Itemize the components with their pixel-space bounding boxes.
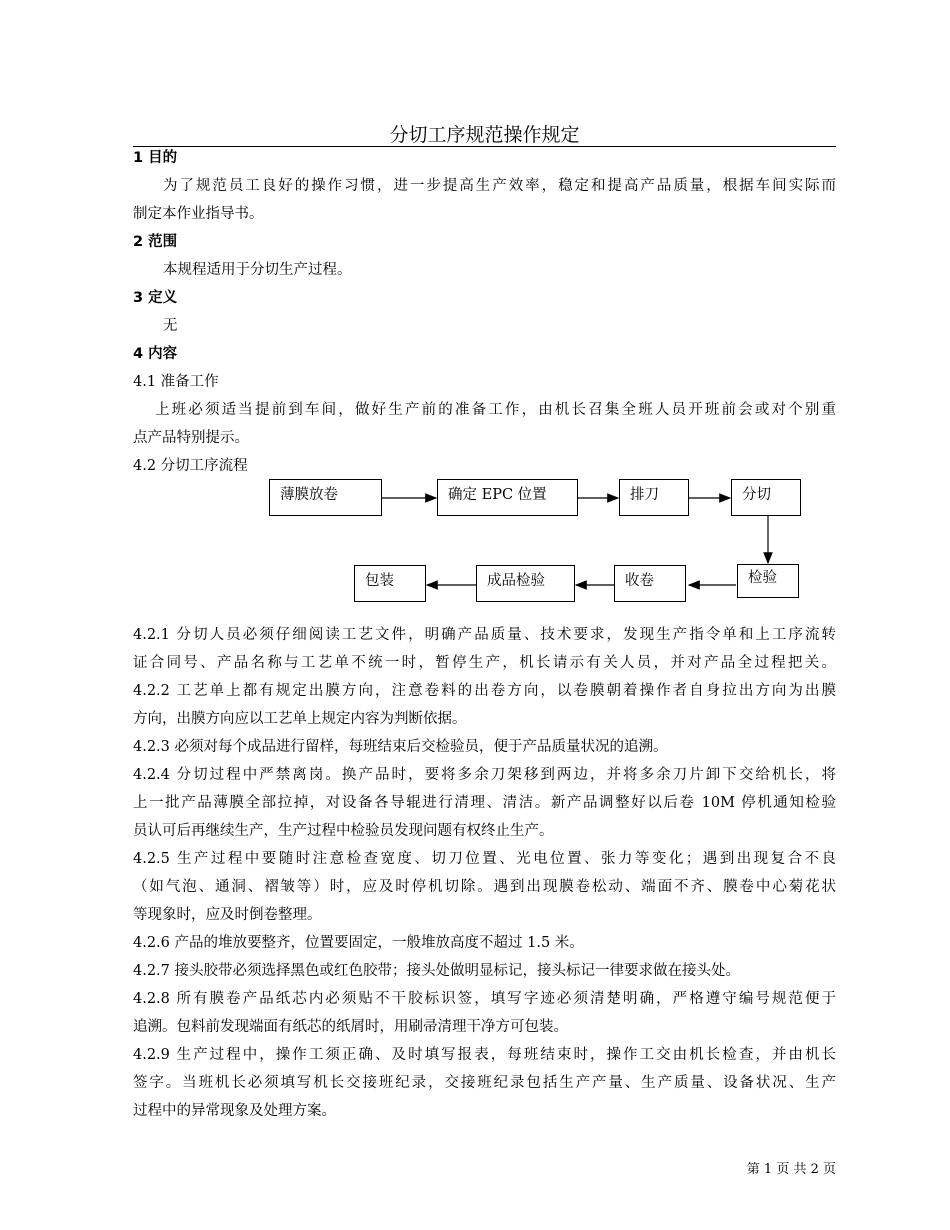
flow-step-packaging: 包装 [354, 565, 426, 602]
flow-step-final-inspection: 成品检验 [476, 565, 575, 602]
item-4-2-8-line-1: 4.2.8 所有膜卷产品纸芯内必须贴不干胶标识签，填写字迹必须清楚明确，严格遵守编号规范便于 [133, 991, 836, 1007]
item-4-2-5-line-3: 等现象时，应及时倒卷整理。 [133, 907, 322, 923]
item-4-2-9-line-1: 4.2.9 生产过程中，操作工须正确、及时填写报表，每班结束时，操作工交由机长检查，并由机长 [133, 1047, 836, 1063]
item-4-2-5-line-1: 4.2.5 生产过程中要随时注意检查宽度、切刀位置、光电位置、张力等变化；遇到出现复合不良 [133, 851, 836, 867]
item-4-2-5-line-2: （如气泡、通洞、褶皱等）时，应及时停机切除。遇到出现膜卷松动、端面不齐、膜卷中心菊花状 [133, 879, 836, 895]
item-4-2-4-line-3: 员认可后再继续生产，生产过程中检验员发现问题有权终止生产。 [133, 823, 554, 839]
section-4-heading: 4 内容 [133, 346, 178, 362]
section-3-heading: 3 定义 [133, 290, 178, 306]
section-4-2-heading: 4.2 分切工序流程 [133, 458, 248, 474]
item-4-2-2-line-2: 方向，出膜方向应以工艺单上规定内容为判断依据。 [133, 711, 467, 727]
item-4-2-7-line-1: 4.2.7 接头胶带必须选择黑色或红色胶带；接头处做明显标记，接头标记一律要求做在接头处。 [133, 963, 740, 979]
section-4-1-text-line-2: 点产品特别提示。 [133, 430, 249, 446]
document-title: 分切工序规范操作规定 [389, 124, 580, 146]
flow-step-rewind: 收卷 [614, 565, 686, 602]
flow-step-arrange-knives: 排刀 [619, 479, 689, 516]
section-2-text: 本规程适用于分切生产过程。 [163, 262, 352, 278]
item-4-2-2-line-1: 4.2.2 工艺单上都有规定出膜方向，注意卷料的出卷方向，以卷膜朝着操作者自身拉出方向为出膜 [133, 683, 836, 699]
section-4-1-text-line-1: 上班必须适当提前到车间，做好生产前的准备工作，由机长召集全班人员开班前会或对个别重 [155, 402, 836, 418]
section-4-1-heading: 4.1 准备工作 [133, 374, 219, 390]
flow-step-film-unwind: 薄膜放卷 [269, 479, 382, 516]
item-4-2-3-line-1: 4.2.3 必须对每个成品进行留样，每班结束后交检验员，便于产品质量状况的追溯。 [133, 739, 668, 755]
flow-step-epc-position: 确定 EPC 位置 [437, 479, 578, 516]
item-4-2-9-line-3: 过程中的异常现象及处理方案。 [133, 1103, 336, 1119]
page-number-footer: 第 1 页 共 2 页 [746, 1162, 836, 1177]
section-2-heading: 2 范围 [133, 234, 178, 250]
item-4-2-6-line-1: 4.2.6 产品的堆放要整齐，位置要固定，一般堆放高度不超过 1.5 米。 [133, 935, 584, 951]
section-3-text: 无 [163, 318, 178, 334]
section-1-text-line-2: 制定本作业指导书。 [133, 206, 264, 222]
flow-step-slitting: 分切 [731, 479, 801, 516]
item-4-2-4-line-2: 上一批产品薄膜全部拉掉，对设备各导辊进行清理、清洁。新产品调整好以后卷 10M 停机通知检验 [133, 795, 836, 811]
item-4-2-4-line-1: 4.2.4 分切过程中严禁离岗。换产品时，要将多余刀架移到两边，并将多余刀片卸下交给机长，将 [133, 767, 836, 783]
item-4-2-8-line-2: 追溯。包料前发现端面有纸芯的纸屑时，用刷帚清理干净方可包装。 [133, 1019, 568, 1035]
section-1-text-line-1: 为了规范员工良好的操作习惯，进一步提高生产效率，稳定和提高产品质量，根据车间实际而 [163, 178, 836, 194]
section-1-heading: 1 目的 [133, 150, 178, 166]
flow-step-inspection: 检验 [737, 564, 799, 598]
item-4-2-1-line-1: 4.2.1 分切人员必须仔细阅读工艺文件，明确产品质量、技术要求，发现生产指令单和上工序流转 [133, 627, 836, 643]
item-4-2-1-line-2: 证合同号、产品名称与工艺单不统一时，暂停生产，机长请示有关人员，并对产品全过程把关。 [133, 655, 836, 671]
item-4-2-9-line-2: 签字。当班机长必须填写机长交接班纪录，交接班纪录包括生产产量、生产质量、设备状况、生产 [133, 1075, 836, 1091]
